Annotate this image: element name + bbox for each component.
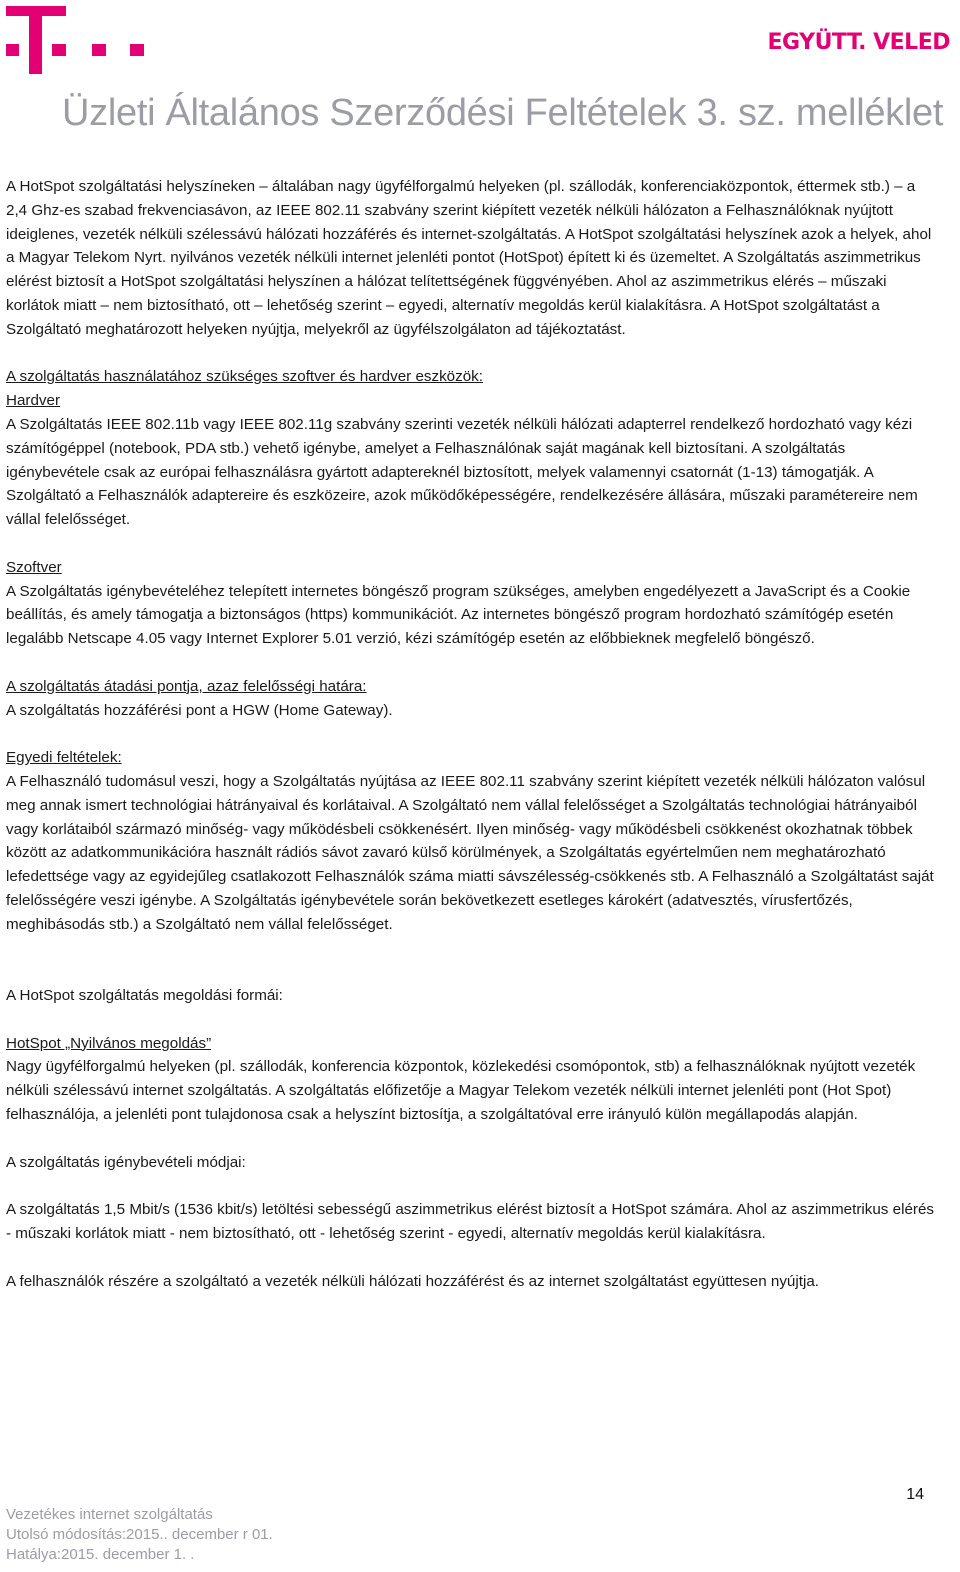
- usage-modes-label: A szolgáltatás igénybevételi módjai:: [6, 1153, 246, 1171]
- handover-paragraph: A szolgáltatás hozzáférési pont a HGW (Home Gateway).: [6, 701, 393, 719]
- telekom-t-logo-icon: [6, 6, 146, 74]
- document-body: [6, 175, 934, 1293]
- tools-heading: A szolgáltatás használatához szükséges szoftver és hardver eszközök:: [6, 368, 483, 386]
- software-paragraph: A Szolgáltatás igénybevételéhez telepített internetes böngésző program szükséges, amelyben engedélyezett a JavaScript és a Cookie beállítás, és amely támogatja a biztonságos (https) kommunikációt. Az internetes böngésző program hordozható számítógép esetén legalább Netscape 4.05 vagy Internet Explorer 5.01 verzió, kézi számítógép esetén az előbbieknek megfelelő böngésző.: [6, 582, 911, 648]
- public-solution-paragraph: Nagy ügyfélforgalmú helyeken (pl. szállodák, konferencia központok, közlekedési csomópontok, stb) a felhasználóknak nyújtott vezeték nélküli szélessávú internet szolgáltatás. A szolgáltatás előfizetője a Magyar Telekom vezeték nélküli internet jelenléti pont (Hot Spot) felhasználója, a jelenléti pont tulajdonosa csak a helyszínt biztosítja, a szolgáltatóval erre irányuló külön megállapodás alapján.: [6, 1058, 916, 1124]
- footer-effective-date: Hatálya:2015. december 1. .: [6, 1546, 195, 1563]
- intro-paragraph: A HotSpot szolgáltatási helyszíneken – általában nagy ügyfélforgalmú helyeken (pl. szállodák, konferenciaközpontok, éttermek stb.) – a 2,4 Ghz-es szabad frekvenciasávon, az IEEE 802.11 szabvány szerint kiépített vezeték nélküli hálózaton a Felhasználóknak nyújtott ideiglenes, vezeték nélküli szélessávú hálózati hozzáférés és internet-szolgáltatás. A HotSpot szolgáltatási helyszínek azok a helyek, ahol a Magyar Telekom Nyrt. nyilvános vezeték nélküli internet jelenléti pontot (HotSpot) épített ki és üzemeltet. A Szolgáltatás aszimmetrikus elérést biztosít a HotSpot szolgáltatási helyszínen a hálózat telítettségének függvényében. Ahol az aszimmetrikus elérés – műszaki korlátok miatt – nem biztosítható, ott – lehetőség szerint – egyedi, alternatív megoldás kerül kialakításra. A HotSpot szolgáltatást a Szolgáltató meghatározott helyeken nyújtja, melyekről az ügyfélszolgálaton ad tájékoztatást.: [6, 178, 932, 338]
- speed-paragraph: A szolgáltatás 1,5 Mbit/s (1536 kbit/s) letöltési sebességű aszimmetrikus elérést biztosít a HotSpot számára. Ahol az aszimmetrikus elérés - műszaki korlátok miatt - nem biztosítható, ott - lehetőség szerint - egyedi, alternatív megoldás kerül kialakításra.: [6, 1201, 934, 1243]
- special-terms-heading: Egyedi feltételek:: [6, 749, 122, 767]
- solution-forms-label: A HotSpot szolgáltatás megoldási formái:: [6, 987, 283, 1005]
- special-terms-paragraph: A Felhasználó tudomásul veszi, hogy a Szolgáltatás nyújtása az IEEE 802.11 szabvány szerint kiépített vezeték nélküli hálózaton valósul meg annak ismert technológiai hátrányaival és korlátaival. A Szolgáltató nem vállal felelősséget a Szolgáltatás technológiai hátrányaiból vagy korlátaiból származó minőség- vagy működésbeli csökkenésért. Ilyen minőség- vagy működésbeli csökkenést okozhatnak többek között az adatkommunikációra használt rádiós sávot zavaró külső körülmények, a Szolgáltatás egyértelműen nem meghatározható lefedettsége vagy az egyidejűleg csatlakozott Felhasználók száma miatti sávszélesség-csökkenés stb. A Felhasználó a Szolgáltatást saját felelősségére veszi igénybe. A Szolgáltatás igénybevétele során bekövetkezett esetleges károkért (adatvesztés, vírusfertőzés, meghibásodás stb.) a Szolgáltató nem vállal felelősséget.: [6, 772, 934, 933]
- footer-service-name: Vezetékes internet szolgáltatás: [6, 1506, 213, 1523]
- hardware-heading: Hardver: [6, 392, 61, 410]
- hardware-paragraph: A Szolgáltatás IEEE 802.11b vagy IEEE 802.11g szabvány szerinti vezeték nélküli hálózati adapterrel rendelkező hordozható vagy kézi számítógéppel (notebook, PDA stb.) vehető igénybe, amelyet a Felhasználónak saját magának kell biztosítani. A szolgáltatás igénybevétele csak az európai felhasználásra gyártott adaptereknél biztosított, melyek valamennyi csatornát (1-13) támogatják. A Szolgáltató a Felhasználók adaptereire és eszközeire, azok működőképességére, rendelkezésére állására, műszaki paramétereire nem vállal felelősséget.: [6, 415, 918, 529]
- footer-last-modified: Utolsó módosítás:2015.. december r 01.: [6, 1526, 273, 1543]
- software-heading: Szoftver: [6, 558, 62, 576]
- combined-service-paragraph: A felhasználók részére a szolgáltató a vezeték nélküli hálózati hozzáférést és az internet szolgáltatást együttesen nyújtja.: [6, 1272, 819, 1290]
- public-solution-heading: HotSpot „Nyilvános megoldás”: [6, 1034, 212, 1052]
- footer: [6, 1505, 273, 1565]
- page-title: Üzleti Általános Szerződési Feltételek 3. sz. melléklet: [62, 92, 944, 134]
- handover-heading: A szolgáltatás átadási pontja, azaz felelősségi határa:: [6, 677, 367, 695]
- page-number: 14: [906, 1486, 924, 1503]
- brand-slogan: EGYÜTT. VELED: [767, 30, 950, 55]
